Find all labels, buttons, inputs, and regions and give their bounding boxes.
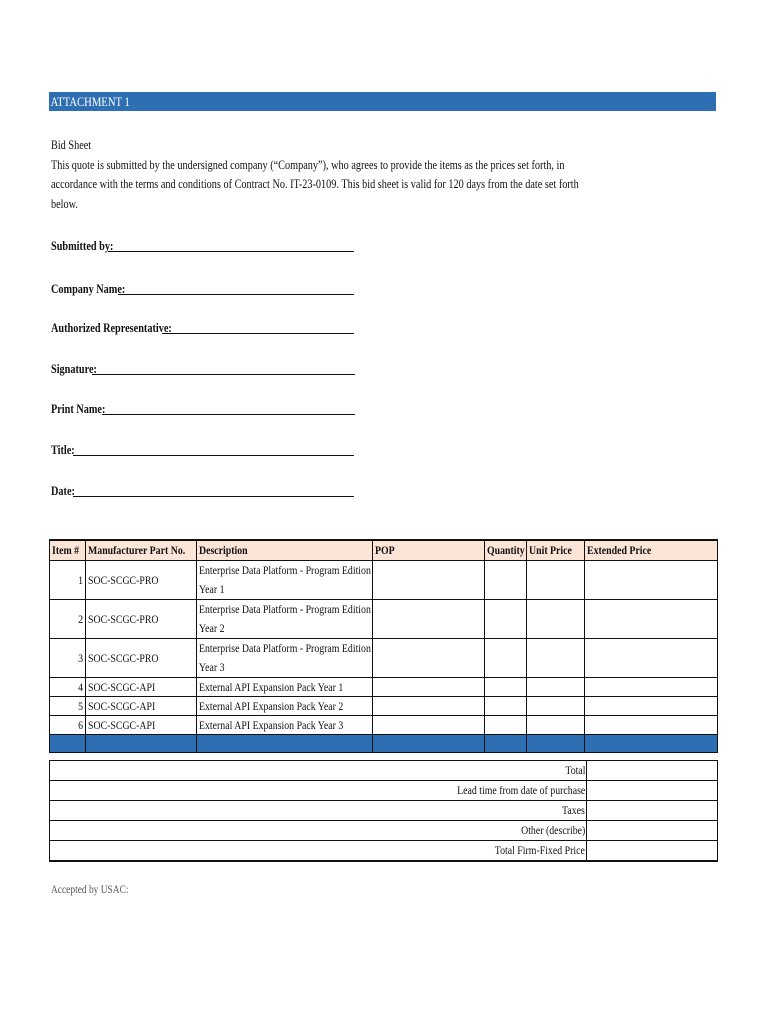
field-label: Title: xyxy=(51,443,75,457)
col-header-pop: POP xyxy=(373,540,485,561)
summary-label: Total Firm-Fixed Price xyxy=(50,841,587,862)
description: External API Expansion Pack Year 1 xyxy=(197,678,373,697)
attachment-title: ATTACHMENT 1 xyxy=(50,94,130,109)
extended-price-cell[interactable] xyxy=(585,716,718,735)
extended-price-cell[interactable] xyxy=(585,697,718,716)
col-header-unit-price: Unit Price xyxy=(527,540,585,561)
field-underline xyxy=(118,294,354,295)
table-header-row xyxy=(50,540,718,561)
field-submitted-by[interactable] xyxy=(51,237,127,255)
item-number: 6 xyxy=(50,716,86,735)
summary-row-total xyxy=(50,761,718,781)
intro-line-2: accordance with the terms and conditions of Contract No. IT-23-0109. This bid sheet is valid for 120 days from the date set forth xyxy=(51,177,579,191)
field-authorized-representative[interactable] xyxy=(51,319,198,337)
col-header-description: Description xyxy=(197,540,373,561)
intro-line-1: This quote is submitted by the undersigned company (“Company”), who agrees to provide the items as the prices set forth, in xyxy=(51,157,565,172)
col-header-extended-price: Extended Price xyxy=(585,540,718,561)
summary-row-lead-time xyxy=(50,781,718,801)
pop-cell[interactable] xyxy=(373,561,485,600)
extended-price-cell[interactable] xyxy=(585,639,718,678)
item-number: 5 xyxy=(50,697,86,716)
field-label: Signature: xyxy=(51,362,97,376)
pop-cell[interactable] xyxy=(373,697,485,716)
unit-price-cell[interactable] xyxy=(527,716,585,735)
quantity-cell[interactable] xyxy=(485,697,527,716)
table-row xyxy=(50,561,718,600)
description: External API Expansion Pack Year 2 xyxy=(197,697,373,716)
pop-cell[interactable] xyxy=(373,639,485,678)
field-print-name[interactable] xyxy=(51,400,117,418)
summary-value-other[interactable] xyxy=(587,821,718,841)
pop-cell[interactable] xyxy=(373,600,485,639)
summary-value-taxes[interactable] xyxy=(587,801,718,821)
accepted-by-label: Accepted by USAC: xyxy=(51,884,129,896)
item-number: 1 xyxy=(50,561,86,600)
field-label: Submitted by: xyxy=(51,239,114,253)
part-number: SOC-SCGC-PRO xyxy=(86,561,197,600)
quantity-cell[interactable] xyxy=(485,678,527,697)
field-label: Print Name: xyxy=(51,402,106,416)
field-underline xyxy=(162,333,354,334)
table-row xyxy=(50,639,718,678)
col-header-quantity: Quantity xyxy=(485,540,527,561)
bid-table xyxy=(49,539,718,753)
intro-line-3: below. xyxy=(51,196,78,211)
quantity-cell[interactable] xyxy=(485,561,527,600)
description: Enterprise Data Platform - Program Edition Year 3 xyxy=(197,639,373,678)
unit-price-cell[interactable] xyxy=(527,639,585,678)
summary-label: Lead time from date of purchase xyxy=(50,781,587,801)
item-number: 3 xyxy=(50,639,86,678)
field-date[interactable] xyxy=(51,482,80,500)
field-label: Date: xyxy=(51,484,75,498)
attachment-banner xyxy=(49,92,716,111)
intro-block xyxy=(51,136,695,214)
quantity-cell[interactable] xyxy=(485,600,527,639)
summary-table xyxy=(49,760,718,862)
summary-value-firm-fixed[interactable] xyxy=(587,841,718,862)
part-number: SOC-SCGC-API xyxy=(86,716,197,735)
field-underline xyxy=(108,251,354,252)
field-underline xyxy=(92,374,355,375)
table-divider-row xyxy=(50,735,718,753)
field-label: Company Name: xyxy=(51,282,126,296)
pop-cell[interactable] xyxy=(373,678,485,697)
extended-price-cell[interactable] xyxy=(585,561,718,600)
part-number: SOC-SCGC-API xyxy=(86,697,197,716)
summary-row-taxes xyxy=(50,801,718,821)
summary-label: Other (describe) xyxy=(50,821,587,841)
quantity-cell[interactable] xyxy=(485,716,527,735)
part-number: SOC-SCGC-API xyxy=(86,678,197,697)
col-header-item: Item # xyxy=(50,540,86,561)
table-row xyxy=(50,716,718,735)
unit-price-cell[interactable] xyxy=(527,561,585,600)
summary-label: Taxes xyxy=(50,801,587,821)
field-underline xyxy=(73,455,354,456)
summary-label: Total xyxy=(50,761,587,781)
description: External API Expansion Pack Year 3 xyxy=(197,716,373,735)
field-signature[interactable] xyxy=(51,360,107,378)
summary-value-lead-time[interactable] xyxy=(587,781,718,801)
summary-row-other xyxy=(50,821,718,841)
extended-price-cell[interactable] xyxy=(585,600,718,639)
part-number: SOC-SCGC-PRO xyxy=(86,600,197,639)
summary-value-total[interactable] xyxy=(587,761,718,781)
table-row xyxy=(50,697,718,716)
field-label: Authorized Representative: xyxy=(51,321,172,335)
unit-price-cell[interactable] xyxy=(527,600,585,639)
field-underline xyxy=(73,496,354,497)
unit-price-cell[interactable] xyxy=(527,697,585,716)
table-row xyxy=(50,600,718,639)
extended-price-cell[interactable] xyxy=(585,678,718,697)
quantity-cell[interactable] xyxy=(485,639,527,678)
unit-price-cell[interactable] xyxy=(527,678,585,697)
description: Enterprise Data Platform - Program Edition Year 2 xyxy=(197,600,373,639)
description: Enterprise Data Platform - Program Edition Year 1 xyxy=(197,561,373,600)
field-underline xyxy=(102,414,355,415)
field-title[interactable] xyxy=(51,441,80,459)
col-header-part: Manufacturer Part No. xyxy=(86,540,197,561)
item-number: 2 xyxy=(50,600,86,639)
table-row xyxy=(50,678,718,697)
part-number: SOC-SCGC-PRO xyxy=(86,639,197,678)
intro-heading: Bid Sheet xyxy=(51,138,92,152)
item-number: 4 xyxy=(50,678,86,697)
pop-cell[interactable] xyxy=(373,716,485,735)
field-company-name[interactable] xyxy=(51,280,142,298)
summary-row-firm-fixed xyxy=(50,841,718,862)
